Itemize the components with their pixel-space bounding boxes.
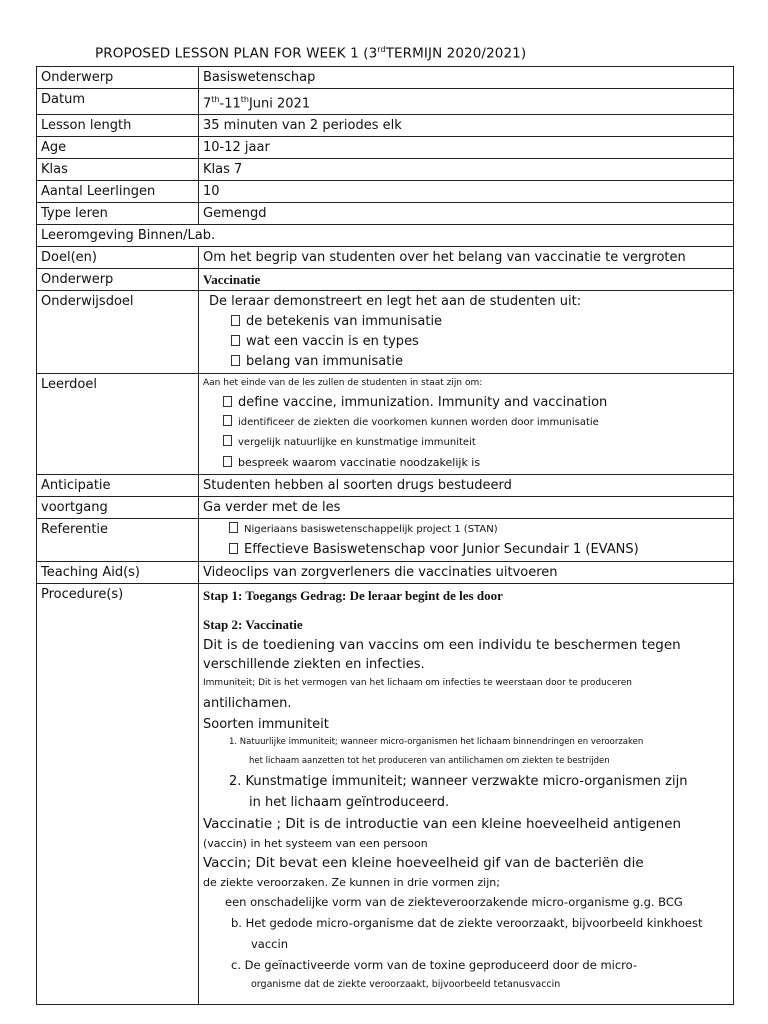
- label-anticipatie: Anticipatie: [37, 475, 199, 497]
- proc-p1a: Dit is de toediening van vaccins om een individu te beschermen tegen: [203, 637, 681, 654]
- proc-n2b: in het lichaam geïntroduceerd.: [249, 795, 450, 811]
- label-type-leren: Type leren: [37, 203, 199, 225]
- proc-vac1a: Vaccinatie ; Dit is de introductie van een kleine hoeveelheid antigenen: [203, 816, 682, 833]
- row-onderwijsdoel: [37, 291, 734, 374]
- row-onderwerp: [37, 67, 734, 89]
- value-klas: Klas 7: [199, 159, 734, 181]
- proc-b2: vaccin: [251, 937, 288, 952]
- row-leerdoel: [37, 374, 734, 475]
- proc-vac1b: (vaccin) in het systeem van een persoon: [203, 837, 428, 851]
- value-type-leren: Gemengd: [199, 203, 734, 225]
- leerdoel-item: bespreek waarom vaccinatie noodzakelijk is: [203, 453, 733, 473]
- row-teaching-aid: [37, 562, 734, 584]
- label-teaching-aid: Teaching Aid(s): [37, 562, 199, 584]
- title-suffix: TERMIJN 2020/2021): [385, 45, 527, 62]
- proc-a: een onschadelijke vorm van de ziekteveroorzakende micro-organisme g.g. BCG: [225, 895, 683, 910]
- label-referentie: Referentie: [37, 519, 199, 562]
- value-teaching-aid: Videoclips van zorgverleners die vaccinaties uitvoeren: [199, 562, 734, 584]
- value-referentie: [199, 519, 734, 562]
- value-doelen: Om het begrip van studenten over het belang van vaccinatie te vergroten: [199, 247, 734, 269]
- leerdoel-intro: Aan het einde van de les zullen de studenten in staat zijn om:: [203, 378, 483, 389]
- lesson-plan-table: [36, 66, 734, 1005]
- proc-c1: c. De geïnactiveerde vorm van de toxine geproduceerd door de micro-: [231, 958, 638, 973]
- checkbox-glyph-icon: [231, 355, 240, 366]
- checkbox-glyph-icon: [223, 396, 232, 407]
- datum-day1: 7: [203, 96, 212, 112]
- checkbox-glyph-icon: [229, 543, 238, 554]
- checkbox-glyph-icon: [231, 335, 240, 346]
- label-doelen: Doel(en): [37, 247, 199, 269]
- row-datum: [37, 89, 734, 115]
- value-age: 10-12 jaar: [199, 137, 734, 159]
- row-lesson-length: [37, 115, 734, 137]
- row-referentie: [37, 519, 734, 562]
- checkbox-glyph-icon: [231, 315, 240, 326]
- onderwijsdoel-item: de betekenis van immunisatie: [209, 312, 733, 332]
- proc-vac2a: Vaccin; Dit bevat een kleine hoeveelheid gif van de bacteriën die: [203, 855, 644, 872]
- row-age: [37, 137, 734, 159]
- row-aantal-leerlingen: [37, 181, 734, 203]
- value-procedure: [199, 584, 734, 1005]
- value-lesson-length: 35 minuten van 2 periodes elk: [199, 115, 734, 137]
- proc-vac2b: de ziekte veroorzaken. Ze kunnen in drie vormen zijn;: [203, 876, 500, 890]
- value-onderwerp: Basiswetenschap: [199, 67, 734, 89]
- proc-n2a: 2. Kunstmatige immuniteit; wanneer verzwakte micro-organismen zijn: [229, 774, 688, 790]
- label-lesson-length: Lesson length: [37, 115, 199, 137]
- title-prefix: PROPOSED LESSON PLAN FOR WEEK 1 (3: [95, 45, 378, 62]
- title-sup: rd: [377, 45, 386, 54]
- row-doelen: [37, 247, 734, 269]
- onderwijsdoel-item: belang van immunisatie: [209, 352, 733, 372]
- datum-sup1: th: [211, 95, 220, 104]
- checkbox-glyph-icon: [229, 522, 238, 533]
- datum-sup2: th: [240, 95, 249, 104]
- proc-soorten: Soorten immuniteit: [203, 717, 329, 733]
- leerdoel-item: vergelijk natuurlijke en kunstmatige immuniteit: [203, 433, 733, 453]
- label-aantal-leerlingen: Aantal Leerlingen: [37, 181, 199, 203]
- label-onderwerp-2: Onderwerp: [37, 269, 199, 291]
- row-klas: [37, 159, 734, 181]
- row-onderwerp-2: [37, 269, 734, 291]
- value-datum: [199, 89, 734, 115]
- referentie-item: Effectieve Basiswetenschap voor Junior Secundair 1 (EVANS): [203, 540, 733, 560]
- value-anticipatie: Studenten hebben al soorten drugs bestudeerd: [199, 475, 734, 497]
- row-type-leren: [37, 203, 734, 225]
- referentie-item: Nigeriaans basiswetenschappelijk project 1 (STAN): [203, 520, 733, 540]
- value-aantal-leerlingen: 10: [199, 181, 734, 203]
- checkbox-glyph-icon: [223, 456, 232, 467]
- spacer: [203, 607, 731, 615]
- proc-p1b: verschillende ziekten en infecties.: [203, 657, 425, 673]
- label-leeromgeving: Leeromgeving Binnen/Lab.: [37, 225, 734, 247]
- document-title: [95, 45, 526, 62]
- proc-c2: organisme dat de ziekte veroorzaakt, bijvoorbeeld tetanusvaccin: [251, 979, 561, 991]
- checkbox-glyph-icon: [223, 415, 232, 426]
- leerdoel-item: define vaccine, immunization. Immunity and vaccination: [203, 392, 733, 413]
- datum-month: Juni 2021: [248, 96, 311, 112]
- label-klas: Klas: [37, 159, 199, 181]
- label-datum: Datum: [37, 89, 199, 115]
- stap-2: Stap 2: Vaccinatie: [203, 617, 303, 633]
- onderwijsdoel-intro: De leraar demonstreert en legt het aan de studenten uit:: [209, 294, 582, 310]
- row-procedure: [37, 584, 734, 1005]
- proc-b1: b. Het gedode micro-organisme dat de ziekte veroorzaakt, bijvoorbeeld kinkhoest: [231, 916, 703, 931]
- proc-p2b: antilichamen.: [203, 696, 292, 712]
- row-voortgang: [37, 497, 734, 519]
- label-onderwerp: Onderwerp: [37, 67, 199, 89]
- proc-n1a: 1. Natuurlijke immuniteit; wanneer micro-organismen het lichaam binnendringen en veroorzaken: [229, 737, 644, 748]
- onderwijsdoel-item: wat een vaccin is en types: [209, 332, 733, 352]
- datum-day2: -11: [219, 96, 241, 112]
- label-onderwijsdoel: Onderwijsdoel: [37, 291, 199, 374]
- label-leerdoel: Leerdoel: [37, 374, 199, 475]
- value-onderwijsdoel: [199, 291, 734, 374]
- value-leerdoel: [199, 374, 734, 475]
- label-procedure: Procedure(s): [37, 584, 199, 1005]
- proc-n1b: het lichaam aanzetten tot het produceren van antilichamen om ziekten te bestrijden: [249, 756, 610, 767]
- checkbox-glyph-icon: [223, 435, 232, 446]
- leerdoel-item: identificeer de ziekten die voorkomen kunnen worden door immunisatie: [203, 413, 733, 433]
- label-voortgang: voortgang: [37, 497, 199, 519]
- label-age: Age: [37, 137, 199, 159]
- value-voortgang: Ga verder met de les: [199, 497, 734, 519]
- row-leeromgeving: [37, 225, 734, 247]
- value-onderwerp-2: Vaccinatie: [199, 269, 734, 291]
- proc-p2a: Immuniteit; Dit is het vermogen van het lichaam om infecties te weerstaan door te produceren: [203, 678, 632, 689]
- stap-1: Stap 1: Toegangs Gedrag: De leraar begint de les door: [203, 588, 503, 604]
- row-anticipatie: [37, 475, 734, 497]
